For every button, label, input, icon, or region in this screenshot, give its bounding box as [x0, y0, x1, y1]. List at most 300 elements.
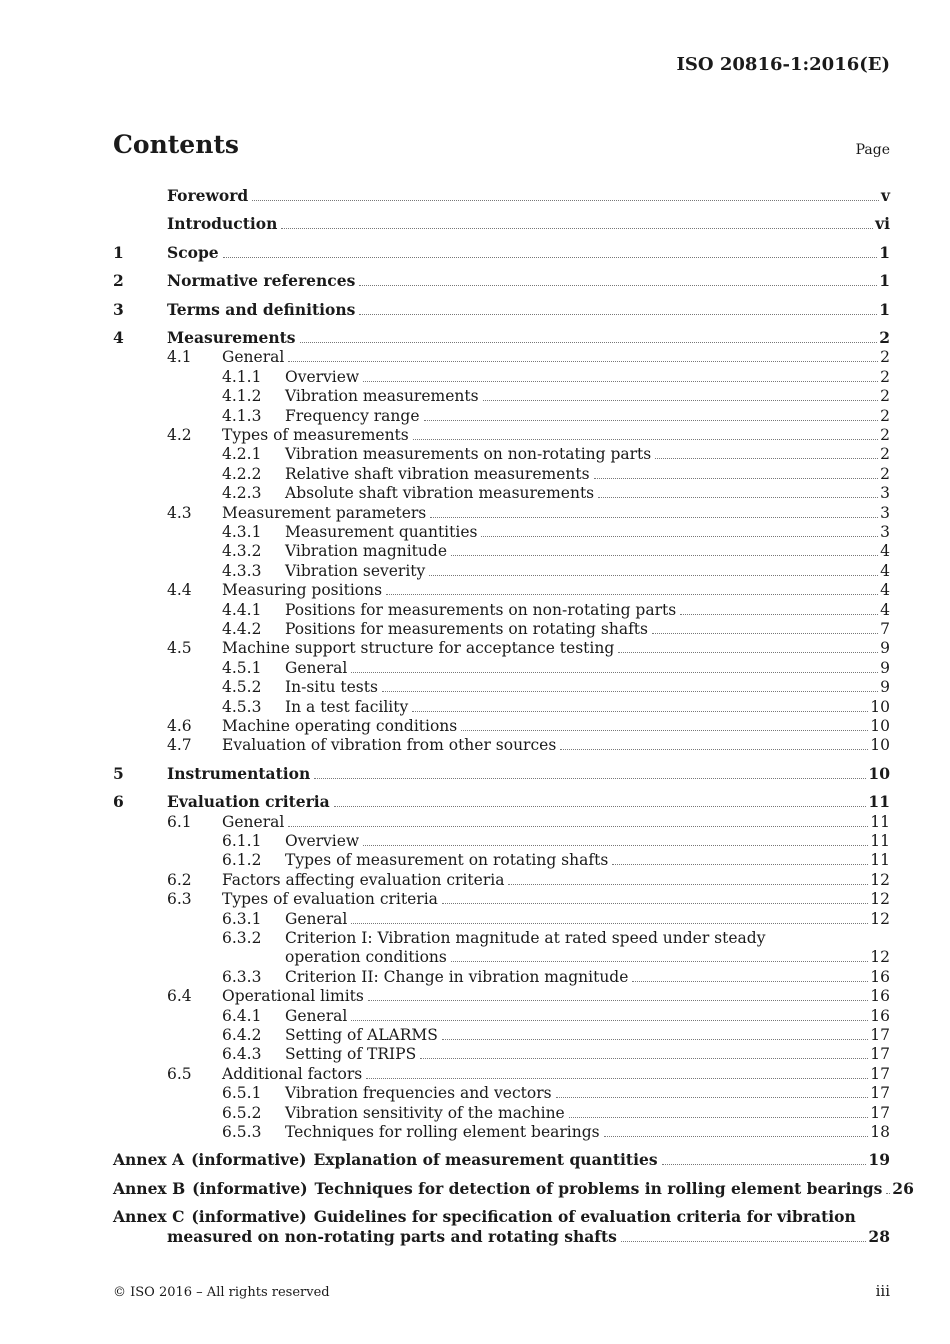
toc-entry-label: Additional factors — [222, 1064, 363, 1083]
toc-entry[interactable] — [113, 947, 890, 967]
toc-entry-label: Instrumentation — [167, 763, 311, 783]
toc-annex-entry[interactable] — [113, 1150, 890, 1170]
annex-title: Techniques for detection of problems in rolling element bearings — [314, 1178, 883, 1198]
toc-entry-page: 16 — [870, 987, 890, 1006]
toc-entry-page: 11 — [870, 832, 890, 850]
toc-entry[interactable] — [113, 367, 890, 387]
toc-entry-number: 6.3.2 — [222, 929, 262, 947]
annex-name: Annex A — [113, 1150, 185, 1170]
toc-entry[interactable] — [113, 1025, 890, 1045]
toc-entry-page: 17 — [870, 1045, 890, 1064]
toc-entry-page: 19 — [868, 1150, 890, 1170]
page-number: iii — [875, 1282, 890, 1300]
dot-leader — [413, 425, 878, 440]
toc-entry-number: 4.3.2 — [222, 542, 262, 561]
toc-entry-text — [222, 425, 890, 445]
toc-entry-page: 16 — [870, 1006, 890, 1025]
toc-entry-page: 28 — [868, 1226, 890, 1246]
toc-entry[interactable] — [113, 243, 890, 263]
toc-entry-label: Types of measurements — [222, 426, 409, 444]
toc-entry-label: Evaluation of vibration from other sources — [222, 736, 557, 755]
dot-leader — [632, 967, 868, 982]
toc-entry-number: 4.2.3 — [222, 484, 262, 503]
toc-entry-number: 6.1 — [167, 812, 192, 831]
page-column-label: Page — [855, 142, 890, 158]
toc-entry-text — [222, 638, 890, 658]
toc-entry-text — [222, 735, 890, 755]
toc-entry[interactable] — [113, 986, 890, 1006]
toc-entry-text — [285, 677, 890, 697]
dot-leader — [598, 483, 878, 498]
toc-entry-page: 11 — [870, 812, 890, 831]
toc-entry-text — [285, 967, 890, 987]
toc-entry-text — [222, 1064, 890, 1084]
annex-title: Explanation of measurement quantities — [313, 1150, 658, 1170]
dot-leader — [451, 541, 878, 556]
toc-entry-page: 12 — [870, 909, 890, 928]
toc-entry[interactable] — [113, 561, 890, 581]
toc-entry-page: 4 — [880, 581, 890, 600]
toc-entry-number: 4.4 — [167, 581, 192, 600]
dot-leader — [508, 870, 868, 885]
toc-entry-page: 9 — [880, 639, 890, 658]
toc-entry[interactable] — [113, 580, 890, 600]
toc-entry-label: General — [222, 812, 285, 831]
toc-entry[interactable] — [113, 967, 890, 987]
toc-entry-text — [167, 271, 890, 291]
toc-entry-label: operation conditions — [285, 948, 447, 967]
dot-leader — [363, 367, 878, 382]
toc-entry-number: 4.2 — [167, 426, 192, 444]
toc-entry-text — [222, 889, 890, 909]
dot-leader — [655, 444, 878, 459]
toc-entry-number: 4.1.3 — [222, 406, 262, 425]
toc-entry-number: 6.3.1 — [222, 909, 262, 928]
dot-leader — [612, 850, 868, 865]
toc-entry[interactable] — [113, 464, 890, 484]
table-of-contents — [113, 0, 914, 1344]
toc-entry[interactable] — [113, 1064, 890, 1084]
toc-entry[interactable] — [113, 300, 890, 320]
page-title: Contents — [113, 130, 240, 159]
toc-entry[interactable] — [113, 889, 890, 909]
toc-entry-label: Foreword — [167, 186, 249, 205]
toc-entry-label: Measurement parameters — [222, 503, 427, 522]
toc-entry-label: Positions for measurements on non-rotating parts — [285, 600, 677, 619]
dot-leader — [366, 1064, 868, 1079]
toc-entry[interactable] — [113, 909, 890, 929]
toc-entry-number: 6.3.3 — [222, 967, 262, 986]
toc-entry-text — [285, 1006, 890, 1026]
toc-entry-label: Machine operating conditions — [222, 717, 458, 735]
toc-entry[interactable] — [113, 503, 890, 523]
toc-entry-page: 11 — [868, 792, 890, 812]
toc-entry-label: General — [285, 658, 348, 677]
toc-annex-entry-continued[interactable] — [113, 1227, 890, 1247]
toc-entry-page: 1 — [879, 299, 890, 319]
dot-leader — [424, 406, 879, 421]
toc-entry-text — [285, 367, 890, 387]
toc-entry-number: 4.4.1 — [222, 600, 262, 619]
toc-entry-label: Vibration sensitivity of the machine — [285, 1103, 565, 1122]
toc-entry-text — [222, 812, 890, 832]
toc-entry-number: 1 — [113, 242, 124, 262]
toc-entry-page: 17 — [870, 1103, 890, 1122]
toc-entry[interactable] — [113, 850, 890, 870]
toc-entry[interactable] — [113, 792, 890, 812]
toc-entry-number: 6.5.2 — [222, 1103, 262, 1122]
toc-entry-number: 6.4 — [167, 987, 192, 1006]
toc-entry-text — [285, 658, 890, 678]
dot-leader — [483, 386, 879, 401]
annex-title: Guidelines for specification of evaluation criteria for vibration — [313, 1207, 856, 1227]
toc-entry-text — [285, 1044, 890, 1064]
toc-entry-label: Absolute shaft vibration measurements — [285, 484, 595, 503]
toc-entry[interactable] — [113, 600, 890, 620]
toc-entry-page: 10 — [870, 717, 890, 735]
toc-entry-label: Vibration severity — [285, 561, 426, 580]
toc-entry-text — [285, 909, 890, 929]
toc-entry-number: 4.3 — [167, 503, 192, 522]
toc-entry[interactable] — [113, 186, 890, 206]
toc-entry-number: 4.5.1 — [222, 658, 262, 677]
toc-entry-page: 1 — [879, 242, 890, 262]
toc-entry-label: Normative references — [167, 271, 356, 291]
toc-entry-page: 4 — [880, 600, 890, 619]
document-id: ISO 20816-1:2016(E) — [676, 54, 890, 75]
toc-entry[interactable] — [113, 812, 890, 832]
dot-leader — [382, 677, 878, 692]
toc-entry-number: 4.5.3 — [222, 697, 262, 716]
toc-entry-page: 2 — [880, 367, 890, 386]
toc-entry-number: 4.3.3 — [222, 561, 262, 580]
toc-entry[interactable] — [113, 406, 890, 426]
toc-entry[interactable] — [113, 271, 890, 291]
dot-leader — [569, 1103, 869, 1118]
toc-entry-page: 2 — [880, 406, 890, 425]
toc-entry-text — [285, 928, 890, 948]
toc-entry-text — [222, 716, 890, 736]
toc-entry[interactable] — [113, 1044, 890, 1064]
toc-entry-text — [285, 464, 890, 484]
copyright-notice: © ISO 2016 – All rights reserved — [113, 1285, 330, 1300]
toc-entry-text — [167, 328, 890, 348]
toc-entry-page: 17 — [870, 1026, 890, 1044]
annex-qualifier: (informative) — [191, 1150, 307, 1170]
toc-entry-label: Frequency range — [285, 406, 420, 425]
toc-entry[interactable] — [113, 677, 890, 697]
toc-entry-page: 26 — [892, 1178, 914, 1198]
dot-leader — [680, 600, 878, 615]
dot-leader — [442, 889, 868, 904]
toc-entry-number: 6.1.1 — [222, 832, 262, 850]
toc-entry[interactable] — [113, 870, 890, 890]
toc-entry-label: Scope — [167, 242, 219, 262]
toc-entry-text — [285, 541, 890, 561]
dot-leader — [300, 328, 878, 343]
toc-entry-number: 2 — [113, 271, 124, 291]
toc-entry-number: 4.2.2 — [222, 464, 262, 483]
toc-entry[interactable] — [113, 425, 890, 445]
toc-entry-label: Operational limits — [222, 987, 364, 1006]
toc-entry[interactable] — [113, 541, 890, 561]
toc-entry-number: 4.6 — [167, 717, 192, 735]
toc-entry-text — [285, 850, 890, 870]
dot-leader — [314, 764, 866, 779]
dot-leader — [429, 561, 878, 576]
toc-entry-text — [222, 503, 890, 523]
toc-entry-number: 6.2 — [167, 870, 192, 889]
toc-entry-number: 3 — [113, 299, 124, 319]
toc-entry-label: General — [222, 348, 285, 367]
dot-leader — [621, 1227, 867, 1242]
toc-annex-entry[interactable] — [113, 1207, 890, 1227]
toc-entry[interactable] — [113, 1103, 890, 1123]
toc-entry-page: 10 — [868, 763, 890, 783]
toc-entry-number: 6.5.3 — [222, 1123, 262, 1141]
toc-entry[interactable] — [113, 638, 890, 658]
dot-leader — [618, 638, 878, 653]
toc-entry-label: Measurements — [167, 328, 296, 347]
toc-entry-label: General — [285, 1006, 348, 1025]
dot-leader — [652, 619, 878, 634]
toc-entry-label: Overview — [285, 367, 360, 386]
toc-entry-page: 11 — [870, 851, 890, 870]
toc-entry-text — [285, 831, 890, 851]
toc-entry-page: 2 — [880, 387, 890, 406]
toc-entry-number: 4 — [113, 328, 124, 347]
dot-leader — [252, 186, 879, 201]
toc-entry-number: 4.3.1 — [222, 523, 262, 541]
toc-entry-number: 6.3 — [167, 890, 192, 909]
toc-entry-label: Types of measurement on rotating shafts — [285, 851, 609, 870]
toc-entry-page: 3 — [880, 523, 890, 541]
dot-leader — [662, 1150, 867, 1165]
toc-entry-text — [113, 1150, 890, 1170]
toc-entry-text — [222, 347, 890, 367]
toc-entry-number: 4.2.1 — [222, 445, 262, 464]
toc-entry-label: In a test facility — [285, 697, 409, 716]
dot-leader — [288, 347, 878, 362]
dot-leader — [351, 909, 868, 924]
dot-leader — [604, 1122, 869, 1137]
toc-entry-page: 9 — [880, 658, 890, 677]
toc-entry-label: Evaluation criteria — [167, 792, 330, 812]
toc-entry-page: 1 — [879, 271, 890, 291]
toc-entry-page: 9 — [880, 678, 890, 697]
dot-leader — [461, 716, 868, 731]
toc-entry-label: Introduction — [167, 214, 278, 234]
toc-entry-number: 6.5.1 — [222, 1084, 262, 1103]
toc-entry-label: Criterion II: Change in vibration magnitude — [285, 967, 629, 986]
toc-entry-text — [285, 561, 890, 581]
toc-entry-text — [285, 483, 890, 503]
toc-entry[interactable] — [113, 716, 890, 736]
toc-entry-text — [113, 1207, 890, 1227]
toc-entry-number: 4.1.1 — [222, 367, 262, 386]
toc-entry-label: Setting of TRIPS — [285, 1045, 417, 1064]
toc-entry-text — [222, 870, 890, 890]
toc-entry-text — [222, 580, 890, 600]
dot-leader — [886, 1179, 890, 1194]
toc-entry-label: Types of evaluation criteria — [222, 890, 438, 909]
toc-entry-number: 6 — [113, 792, 124, 812]
annex-name: Annex C — [113, 1207, 185, 1227]
toc-entry-label: Vibration frequencies and vectors — [285, 1084, 552, 1103]
toc-entry-number: 4.5.2 — [222, 678, 262, 697]
toc-entry[interactable] — [113, 831, 890, 851]
toc-entry-page: 17 — [870, 1084, 890, 1103]
toc-entry-text — [167, 792, 890, 812]
toc-entry-text — [167, 186, 890, 206]
dot-leader — [334, 792, 867, 807]
toc-entry-text — [285, 1025, 890, 1045]
toc-entry-label: Vibration measurements — [285, 387, 479, 406]
toc-entry-number: 4.7 — [167, 736, 192, 755]
toc-entry[interactable] — [113, 619, 890, 639]
toc-entry[interactable] — [113, 347, 890, 367]
toc-entry-page: 12 — [870, 890, 890, 909]
dot-leader — [412, 697, 868, 712]
dot-leader — [386, 580, 878, 595]
dot-leader — [560, 735, 868, 750]
toc-entry-label: Measuring positions — [222, 581, 383, 600]
toc-entry-number: 5 — [113, 763, 124, 783]
toc-entry-number: 6.4.2 — [222, 1026, 262, 1044]
toc-entry-text — [285, 386, 890, 406]
toc-entry-page: 2 — [880, 426, 890, 444]
toc-entry-label: Overview — [285, 832, 360, 850]
toc-entry[interactable] — [113, 1083, 890, 1103]
dot-leader — [281, 214, 873, 229]
annex-qualifier: (informative) — [191, 1207, 307, 1227]
toc-entry-page: 10 — [870, 736, 890, 755]
annex-qualifier: (informative) — [192, 1178, 308, 1198]
toc-entry-page: 7 — [880, 620, 890, 638]
toc-entry-text — [285, 947, 890, 967]
dot-leader — [420, 1044, 868, 1059]
toc-entry[interactable] — [113, 483, 890, 503]
toc-entry-text — [222, 986, 890, 1006]
dot-leader — [351, 658, 878, 673]
annex-name: Annex B — [113, 1178, 186, 1198]
toc-entry-label: Positions for measurements on rotating shafts — [285, 620, 648, 638]
toc-entry-label: Measurement quantities — [285, 523, 478, 541]
toc-entry-number: 4.1.2 — [222, 387, 262, 406]
toc-entry-number: 6.5 — [167, 1064, 192, 1083]
toc-entry-label: In-situ tests — [285, 678, 378, 697]
toc-entry[interactable] — [113, 444, 890, 464]
toc-entry[interactable] — [113, 735, 890, 755]
toc-entry-label: Techniques for rolling element bearings — [285, 1123, 600, 1141]
toc-entry-label: Setting of ALARMS — [285, 1026, 438, 1044]
toc-entry-page: v — [880, 186, 890, 205]
toc-entry-page: 12 — [870, 948, 890, 967]
toc-entry-text — [285, 406, 890, 426]
toc-entry[interactable] — [113, 1122, 890, 1142]
toc-entry-text — [167, 1227, 890, 1247]
dot-leader — [451, 947, 868, 962]
toc-entry-page: 10 — [870, 697, 890, 716]
toc-entry-text — [285, 600, 890, 620]
toc-entry-text — [285, 1122, 890, 1142]
toc-entry-number: 6.1.2 — [222, 851, 262, 870]
toc-entry-page: 4 — [880, 542, 890, 561]
dot-leader — [351, 1006, 868, 1021]
toc-entry-page: 16 — [870, 967, 890, 986]
toc-entry-label: General — [285, 909, 348, 928]
toc-entry-page: 4 — [880, 561, 890, 580]
dot-leader — [430, 503, 878, 518]
toc-entry-label: Relative shaft vibration measurements — [285, 464, 590, 483]
toc-entry-page: 3 — [880, 503, 890, 522]
toc-entry-number: 4.5 — [167, 639, 192, 658]
toc-entry-page: 18 — [870, 1123, 890, 1141]
toc-entry-text — [167, 300, 890, 320]
toc-entry-page: 2 — [879, 328, 890, 347]
dot-leader — [481, 522, 878, 537]
toc-entry-label: Vibration magnitude — [285, 542, 447, 561]
toc-entry-page: 2 — [880, 445, 890, 464]
toc-entry-number: 6.4.1 — [222, 1006, 262, 1025]
dot-leader — [368, 986, 868, 1001]
toc-entry-text — [167, 243, 890, 263]
toc-entry[interactable] — [113, 928, 890, 948]
toc-entry-page: 17 — [870, 1064, 890, 1083]
toc-entry-label: Factors affecting evaluation criteria — [222, 870, 505, 889]
toc-entry-label: Criterion I: Vibration magnitude at rated speed under steady — [285, 929, 766, 947]
toc-entry-number: 4.4.2 — [222, 620, 262, 638]
toc-entry-page: 12 — [870, 870, 890, 889]
toc-entry-number: 4.1 — [167, 348, 192, 367]
dot-leader — [442, 1025, 868, 1040]
toc-entry[interactable] — [113, 328, 890, 348]
toc-entry-text — [285, 522, 890, 542]
toc-entry-page: 2 — [880, 348, 890, 367]
toc-entry-label: Vibration measurements on non-rotating parts — [285, 445, 652, 464]
toc-entry[interactable] — [113, 764, 890, 784]
dot-leader — [363, 831, 868, 846]
toc-entry-number: 6.4.3 — [222, 1045, 262, 1064]
toc-entry[interactable] — [113, 697, 890, 717]
toc-entry[interactable] — [113, 386, 890, 406]
toc-entry-page: 3 — [880, 484, 890, 503]
annex-title-continued: measured on non-rotating parts and rotating shafts — [167, 1226, 617, 1246]
toc-entry-page: 2 — [880, 464, 890, 483]
toc-entry-text — [167, 764, 890, 784]
toc-entry-text — [285, 1103, 890, 1123]
toc-entry[interactable] — [113, 1006, 890, 1026]
dot-leader — [223, 243, 878, 258]
toc-entry-label: Machine support structure for acceptance testing — [222, 639, 615, 658]
toc-entry-page: vi — [875, 214, 890, 234]
toc-entry-text — [285, 697, 890, 717]
toc-annex-entry[interactable] — [113, 1178, 914, 1199]
toc-entry[interactable] — [113, 522, 890, 542]
toc-entry-text — [113, 1178, 914, 1199]
toc-entry[interactable] — [113, 658, 890, 678]
toc-entry-text — [167, 214, 890, 234]
dot-leader — [359, 300, 877, 315]
toc-entry[interactable] — [113, 214, 890, 234]
dot-leader — [359, 271, 877, 286]
dot-leader — [288, 812, 868, 827]
toc-entry-text — [285, 1083, 890, 1103]
toc-entry-text — [285, 444, 890, 464]
toc-entry-label: Terms and definitions — [167, 299, 356, 319]
dot-leader — [594, 464, 879, 479]
dot-leader — [556, 1083, 869, 1098]
